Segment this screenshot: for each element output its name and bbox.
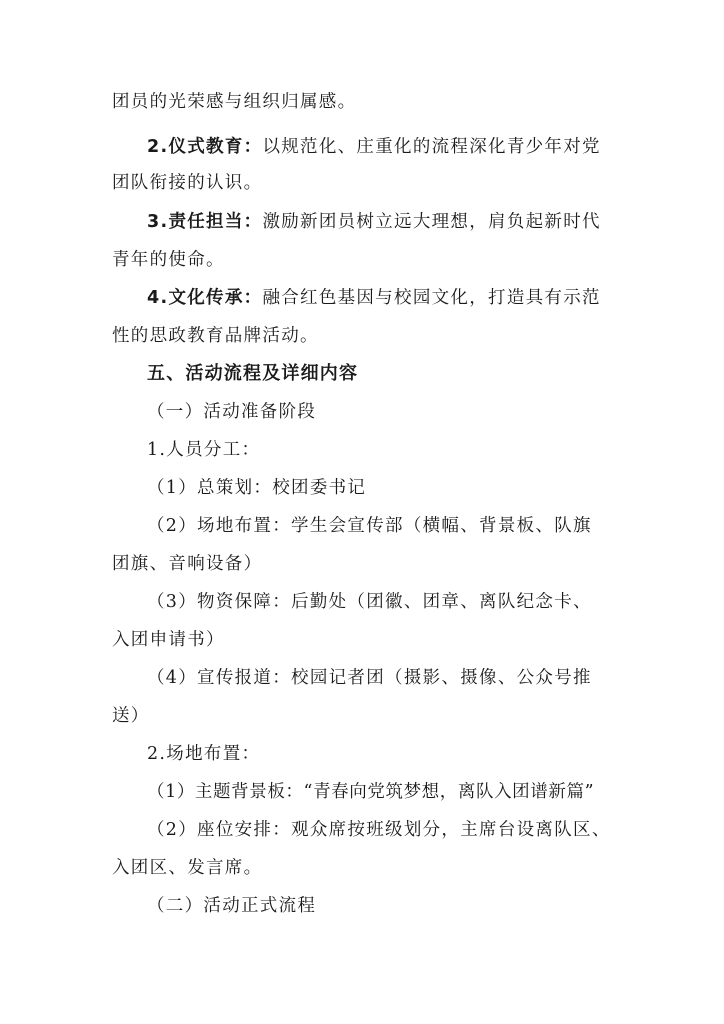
paragraph-line: 性的思政教育品牌活动。 xyxy=(112,326,319,346)
paragraph-line: 1.人员分工： xyxy=(147,440,261,460)
list-item-text: 激励新团员树立远大理想，肩负起新时代 xyxy=(262,212,601,232)
subsection-heading: （一）活动准备阶段 xyxy=(147,402,317,422)
list-item-title: 责任担当： xyxy=(168,212,263,232)
list-item-responsibility xyxy=(147,210,632,234)
paragraph-line: 入团申请书） xyxy=(112,630,225,650)
paragraph-line: 青年的使命。 xyxy=(112,250,225,270)
paragraph-line: （1）总策划：校团委书记 xyxy=(147,478,367,498)
paragraph-line: 入团区、发言席。 xyxy=(112,858,263,878)
list-item-ritual-education xyxy=(147,135,632,159)
list-item-text: 融合红色基因与校园文化，打造具有示范 xyxy=(262,288,601,308)
list-item-culture xyxy=(147,286,632,310)
paragraph-line: 2.场地布置： xyxy=(147,744,261,764)
section-heading: 五、活动流程及详细内容 xyxy=(147,363,359,384)
paragraph-line: 团队衔接的认识。 xyxy=(112,173,263,193)
paragraph-line: 送） xyxy=(112,706,150,726)
subsection-heading: （二）活动正式流程 xyxy=(147,896,317,916)
list-number: 2. xyxy=(147,137,169,157)
paragraph-line: （2）座位安排：观众席按班级划分，主席台设离队区、 xyxy=(147,820,611,840)
list-number: 4. xyxy=(147,288,169,308)
list-number: 3. xyxy=(147,212,169,232)
paragraph-line: （4）宣传报道：校园记者团（摄影、摄像、公众号推 xyxy=(147,668,592,688)
paragraph-line: （3）物资保障：后勤处（团徽、团章、离队纪念卡、 xyxy=(147,592,592,612)
paragraph-line: 团员的光荣感与组织归属感。 xyxy=(112,92,357,112)
paragraph-line: （2）场地布置：学生会宣传部（横幅、背景板、队旗 xyxy=(147,516,592,536)
paragraph-line: （1）主题背景板：“青春向党筑梦想，离队入团谱新篇” xyxy=(147,782,595,802)
list-item-text: 以规范化、庄重化的流程深化青少年对党 xyxy=(262,137,601,157)
list-item-title: 仪式教育： xyxy=(168,137,263,157)
paragraph-line: 团旗、音响设备） xyxy=(112,554,263,574)
list-item-title: 文化传承： xyxy=(168,288,263,308)
